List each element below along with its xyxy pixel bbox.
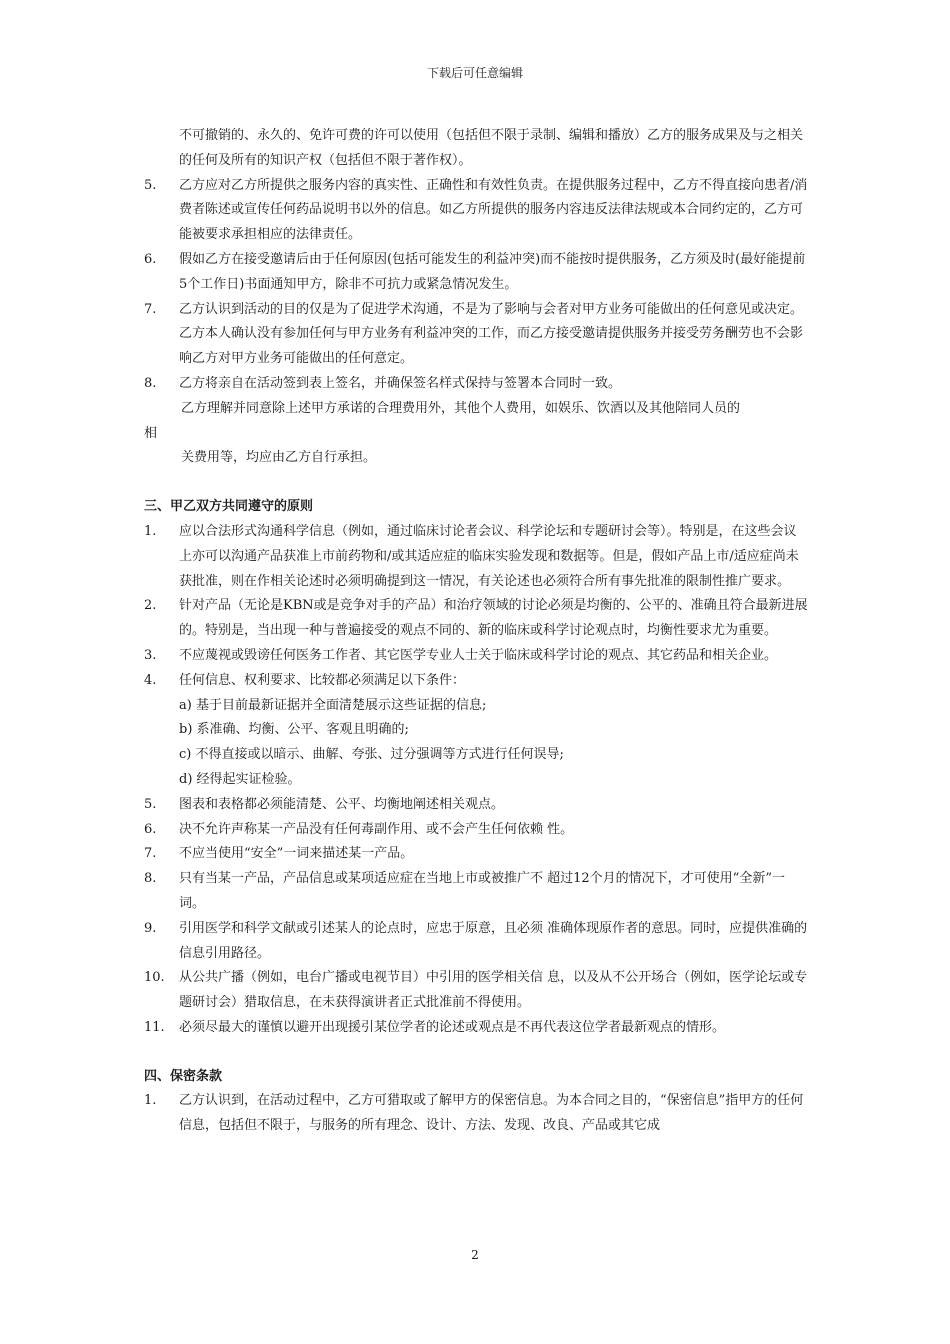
- list-item: [144, 520, 809, 594]
- list-number: 9.: [144, 920, 157, 936]
- list-text: 必须尽最大的谨慎以避开出现援引某位学者的论述或观点是不再代表这位学者最新观点的情形。: [179, 1019, 726, 1035]
- list-number: 6.: [144, 251, 157, 267]
- list-text: 引用医学和科学文献或引述某人的论点时，应忠于原意，且必须 准确体现原作者的意思。同时，应提供准确的信息引用路径。: [179, 920, 808, 961]
- list-item: [144, 842, 809, 867]
- list-item: [144, 966, 809, 1016]
- page-number: 2: [471, 1248, 479, 1262]
- list-text: 乙方认识到，在活动过程中，乙方可猎取或了解甲方的保密信息。为本合同之目的，“保密信息”指甲方的任何信息，包括但不限于，与服务的所有理念、设计、方法、发现、改良、产品或其它成: [179, 1093, 804, 1134]
- list-number: 5.: [144, 796, 157, 812]
- list-number: 7.: [144, 846, 157, 862]
- list-number: 7.: [144, 301, 157, 317]
- list-number: 2.: [144, 598, 157, 614]
- page-header: 下载后可任意编辑: [426, 66, 523, 80]
- list-text: 不应蔑视或毁谤任何医务工作者、其它医学专业人士关于临床或科学讨论的观点、其它药品和相关企业。: [179, 647, 778, 663]
- list-item: [144, 1016, 809, 1041]
- list-item: [144, 669, 809, 694]
- list-number: 11.: [144, 1019, 165, 1035]
- list-number: 5.: [144, 177, 157, 193]
- paragraph-continuation: 不可撤销的、永久的、免许可费的许可以使用（包括但不限于录制、编辑和播放）乙方的服务成果及与之相关的任何及所有的知识产权（包括但不限于著作权）。: [179, 128, 804, 168]
- section-heading: 四、保密条款: [144, 1068, 223, 1084]
- list-text: 乙方应对乙方所提供之服务内容的真实性、正确性和有效性负责。在提供服务过程中，乙方不得直接向患者/消费者陈述或宣传任何药品说明书以外的信息。如乙方所提供的服务内容违反法律法规或本合同约定的，乙方可能被要求承担相应的法律责任。: [179, 177, 808, 243]
- expense-clause-line: 相: [144, 425, 158, 441]
- list-item: [144, 174, 809, 248]
- list-item: [144, 372, 809, 397]
- list-number: 6.: [144, 821, 157, 837]
- list-item: [144, 793, 809, 818]
- list-text: 只有当某一产品，产品信息或某项适应症在当地上市或被推广不 超过12个月的情况下，才可使用“全新”一词。: [179, 871, 785, 911]
- document-body: [144, 124, 809, 1139]
- list-number: 8.: [144, 871, 157, 887]
- section-heading: 三、甲乙双方共同遵守的原则: [144, 499, 314, 515]
- sub-list-item: d) 经得起实证检验。: [179, 771, 301, 787]
- list-text: 不应当使用“安全”一词来描述某一产品。: [179, 846, 414, 862]
- sub-list-item: b) 系准确、均衡、公平、客观且明确的;: [179, 722, 409, 738]
- list-item: [144, 917, 809, 967]
- list-text: 应以合法形式沟通科学信息（例如，通过临床讨论者会议、科学论坛和专题研讨会等）。特别是，在这些会议上亦可以沟通产品获准上市前药物和/或其适应症的临床实验发现和数据等。但是，假如产品上市/适应症尚未获批准，则在作相关论述时必须明确提到这一情况，有关论述也必须符合所有事先批准的限制性推广要求。: [179, 523, 799, 589]
- list-text: 图表和表格都必须能清楚、公平、均衡地阐述相关观点。: [179, 796, 505, 812]
- sub-list-item: a) 基于目前最新证据并全面清楚展示这些证据的信息;: [179, 697, 487, 713]
- expense-clause-line: 关费用等，均应由乙方自行承担。: [181, 450, 377, 466]
- sub-list-item: c) 不得直接或以暗示、曲解、夸张、过分强调等方式进行任何误导;: [179, 747, 564, 763]
- list-number: 1.: [144, 523, 157, 539]
- list-number: 8.: [144, 375, 157, 391]
- list-text: 乙方将亲自在活动签到表上签名，并确保签名样式保持与签署本合同时一致。: [179, 375, 622, 391]
- list-text: 针对产品（无论是KBN或是竞争对手的产品）和治疗领域的讨论必须是均衡的、公平的、准确且符合最新进展的。特别是，当出现一种与普遍接受的观点不同的、新的临床或科学讨论观点时，均衡性要求尤为重要。: [179, 598, 808, 639]
- list-item: [144, 867, 809, 917]
- list-text: 假如乙方在接受邀请后由于任何原因(包括可能发生的利益冲突)而不能按时提供服务，乙方须及时(最好能提前5个工作日)书面通知甲方，除非不可抗力或紧急情况发生。: [179, 251, 806, 292]
- list-item: [144, 818, 809, 843]
- list-number: 10.: [144, 970, 165, 986]
- list-item: [144, 1089, 809, 1139]
- list-text: 乙方认识到活动的目的仅是为了促进学术沟通，不是为了影响与会者对甲方业务可能做出的任何意见或决定。乙方本人确认没有参加任何与甲方业务有利益冲突的工作，而乙方接受邀请提供服务并接受劳务酬劳也不会影响乙方对甲方业务可能做出的任何意定。: [179, 301, 804, 367]
- list-number: 4.: [144, 672, 157, 688]
- expense-clause-line: 乙方理解并同意除上述甲方承诺的合理费用外，其他个人费用，如娱乐、饮酒以及其他陪同人员的: [181, 400, 741, 416]
- list-number: 1.: [144, 1093, 157, 1109]
- list-item: [144, 644, 809, 669]
- list-item: [144, 248, 809, 298]
- list-text: 决不允许声称某一产品没有任何毒副作用、或不会产生任何依赖 性。: [179, 821, 574, 837]
- list-item: [144, 594, 809, 644]
- list-text: 从公共广播（例如，电台广播或电视节目）中引用的医学相关信 息，以及从不公开场合（例如，医学论坛或专题研讨会）猎取信息，在未获得演讲者正式批准前不得使用。: [179, 970, 808, 1011]
- list-text: 任何信息、权利要求、比较都必须满足以下条件：: [179, 672, 466, 688]
- list-number: 3.: [144, 647, 157, 663]
- list-item: [144, 298, 809, 372]
